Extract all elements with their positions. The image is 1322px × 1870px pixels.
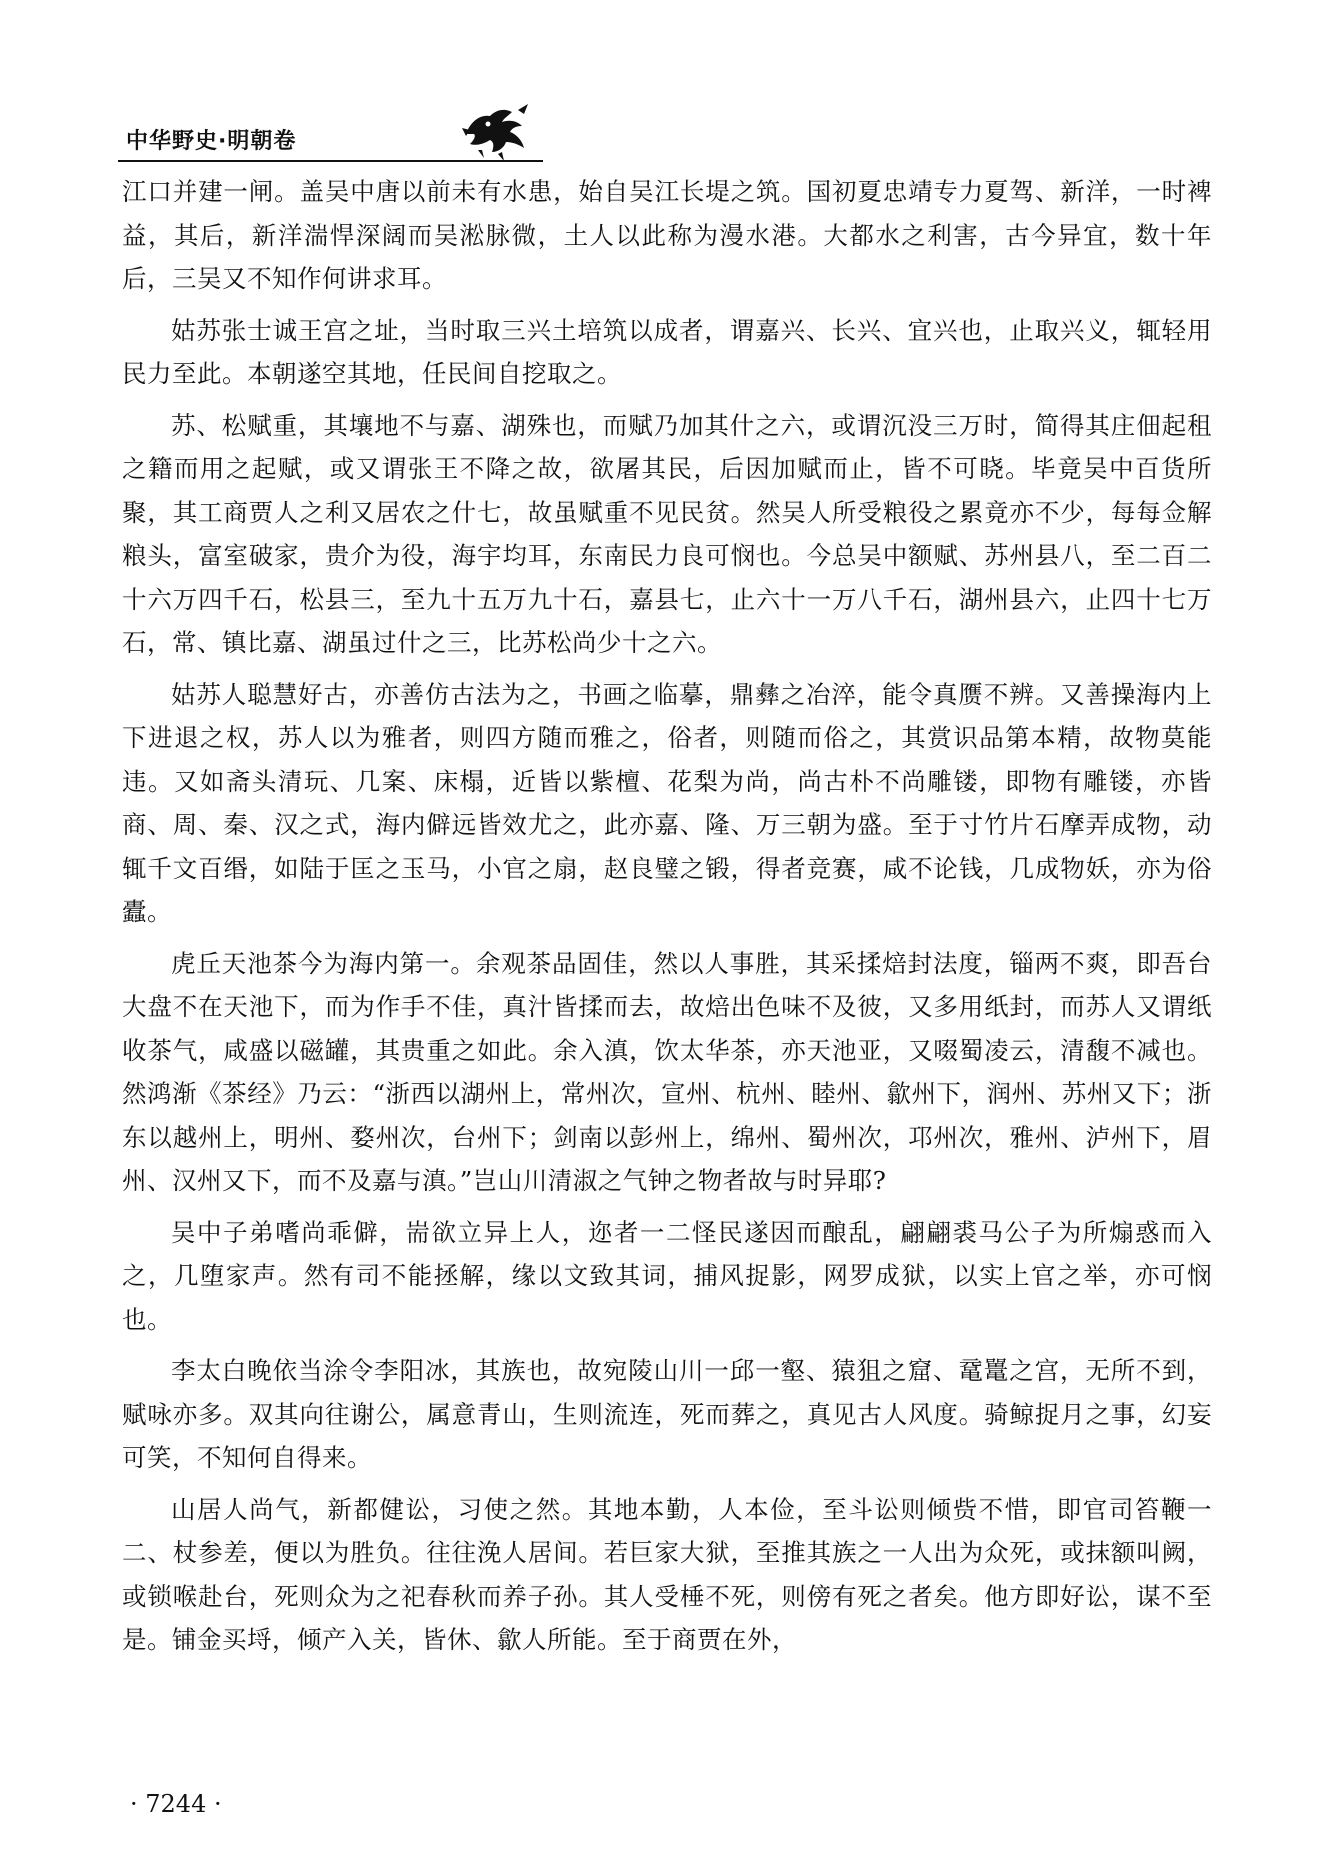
paragraph: 姑苏张士诚王宫之址，当时取三兴土培筑以成者，谓嘉兴、长兴、宜兴也，止取兴义，辄轻用民力至此。本朝遂空其地，任民间自挖取之。 — [122, 315, 1212, 388]
header-title: 中华野史·明朝卷 — [126, 129, 297, 154]
paragraph: 虎丘天池茶今为海内第一。余观茶品固佳，然以人事胜，其采揉焙封法度，锱两不爽，即吾台大盘不在天池下，而为作手不佳，真汁皆揉而去，故焙出色味不及彼，又多用纸封，而苏人又谓纸收茶气，咸盛以磁罐，其贵重之如此。余入滇，饮太华茶，亦天池亚，又啜蜀凌云，清馥不减也。然鸿渐《茶经》乃云：“浙西以湖州上，常州次，宣州、杭州、睦州、歙州下，润州、苏州又下；浙东以越州上，明州、婺州次，台州下；剑南以彭州上，绵州、蜀州次，邛州次，雅州、泸州下，眉州、汉州又下，而不及嘉与滇。”岂山川清淑之气钟之物者故与时异耶? — [122, 948, 1212, 1195]
paragraph: 江口并建一闸。盖吴中唐以前未有水患，始自吴江长堤之筑。国初夏忠靖专力夏驾、新洋，一时裨益，其后，新洋湍悍深阔而吴淞脉微，土人以此称为漫水港。大都水之利害，古今异宜，数十年后，三吴又不知作何讲求耳。 — [122, 177, 1212, 293]
dragon-emblem-icon — [458, 100, 536, 162]
paragraph: 李太白晚依当涂令李阳冰，其族也，故宛陵山川一邱一壑、猿狙之窟、鼋鼍之宫，无所不到，赋咏亦多。双其向往谢公，属意青山，生则流连，死而葬之，真见古人风度。骑鲸捉月之事，幻妄可笑，不知何自得来。 — [122, 1356, 1212, 1472]
paragraph: 山居人尚气，新都健讼，习使之然。其地本勤，人本俭，至斗讼则倾赀不惜，即官司笞鞭一二、杖参差，便以为胜负。往往浼人居间。若巨家大狱，至推其族之一人出为众死，或抹额叫阙，或锁喉赴台，死则众为之祀春秋而养子孙。其人受棰不死，则傍有死之者矣。他方即好讼，谋不至是。铺金买埒，倾产入关，皆休、歙人所能。至于商贾在外， — [122, 1494, 1212, 1654]
header-rule — [118, 160, 543, 162]
paragraph: 苏、松赋重，其壤地不与嘉、湖殊也，而赋乃加其什之六，或谓沉没三万时，简得其庄佃起租之籍而用之起赋，或又谓张王不降之故，欲屠其民，后因加赋而止，皆不可晓。毕竟吴中百货所聚，其工商贾人之利又居农之什七，故虽赋重不见民贫。然吴人所受粮役之累竟亦不少，每每佥解粮头，富室破家，贵介为役，海宇均耳，东南民力良可悯也。今总吴中额赋、苏州县八，至二百二十六万四千石，松县三，至九十五万九十石，嘉县七，止六十一万八千石，湖州县六，止四十七万石，常、镇比嘉、湖虽过什之三，比苏松尚少十之六。 — [122, 410, 1212, 657]
paragraph: 姑苏人聪慧好古，亦善仿古法为之，书画之临摹，鼎彝之冶淬，能令真赝不辨。又善操海内上下进退之权，苏人以为雅者，则四方随而雅之，俗者，则随而俗之，其赏识品第本精，故物莫能违。又如斋头清玩、几案、床榻，近皆以紫檀、花梨为尚，尚古朴不尚雕镂，即物有雕镂，亦皆商、周、秦、汉之式，海内僻远皆效尤之，此亦嘉、隆、万三朝为盛。至于寸竹片石摩弄成物，动辄千文百缗，如陆于匡之玉马，小官之扇，赵良璧之锻，得者竞赛，咸不论钱，几成物妖，亦为俗蠹。 — [122, 679, 1212, 926]
page-number: · 7244 · — [130, 1790, 222, 1818]
paragraph: 吴中子弟嗜尚乖僻，耑欲立异上人，迩者一二怪民遂因而酿乱，翩翩裘马公子为所煽惑而入之，几堕家声。然有司不能拯解，缘以文致其词，捕风捉影，网罗成狱，以实上官之举，亦可悯也。 — [122, 1217, 1212, 1334]
body-text — [122, 170, 1212, 1670]
running-header — [118, 100, 538, 164]
